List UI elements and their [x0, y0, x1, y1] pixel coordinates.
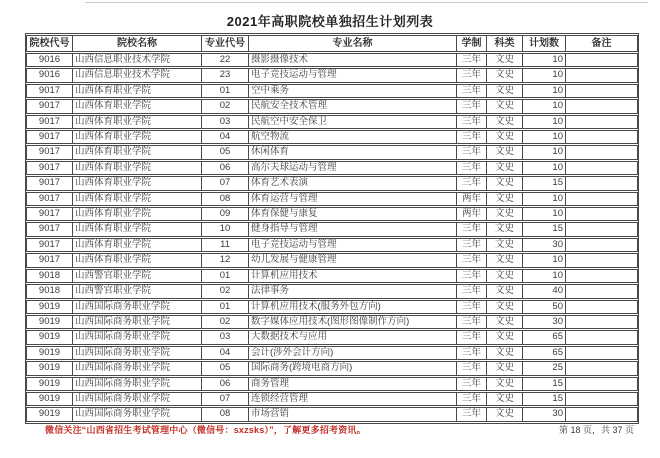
cell-major-code: 23	[201, 68, 248, 82]
cell-plan-count: 10	[522, 84, 565, 98]
cell-remark	[565, 161, 638, 175]
cell-duration: 三年	[456, 176, 486, 190]
table-row	[26, 176, 638, 190]
table-row	[26, 207, 638, 221]
cell-major-name: 商务管理	[248, 377, 456, 391]
table-row	[26, 330, 638, 344]
cell-duration: 两年	[456, 207, 486, 221]
table-row	[26, 300, 638, 314]
cell-duration: 三年	[456, 315, 486, 329]
cell-category: 文史	[486, 53, 522, 67]
cell-category: 文史	[486, 269, 522, 283]
cell-plan-count: 25	[522, 361, 565, 375]
cell-plan-count: 10	[522, 161, 565, 175]
cell-duration: 三年	[456, 238, 486, 252]
table-row	[26, 222, 638, 236]
table-row	[26, 253, 638, 267]
cell-remark	[565, 192, 638, 206]
cell-major-name: 民航安全技术管理	[248, 99, 456, 113]
cell-major-code: 06	[201, 377, 248, 391]
cell-plan-count: 15	[522, 176, 565, 190]
cell-category: 文史	[486, 99, 522, 113]
table-row	[26, 99, 638, 113]
cell-major-name: 体育艺术表演	[248, 176, 456, 190]
cell-plan-count: 15	[522, 392, 565, 406]
cell-category: 文史	[486, 161, 522, 175]
cell-college-code: 9019	[26, 315, 72, 329]
cell-major-code: 04	[201, 346, 248, 360]
table-row	[26, 284, 638, 298]
cell-category: 文史	[486, 392, 522, 406]
cell-college-code: 9017	[26, 115, 72, 129]
cell-major-name: 航空物流	[248, 130, 456, 144]
cell-duration: 三年	[456, 392, 486, 406]
cell-plan-count: 65	[522, 330, 565, 344]
cell-college-code: 9017	[26, 161, 72, 175]
cell-major-code: 02	[201, 284, 248, 298]
cell-major-code: 08	[201, 192, 248, 206]
cell-college-name: 山西体育职业学院	[72, 238, 201, 252]
cell-plan-count: 10	[522, 115, 565, 129]
cell-major-code: 08	[201, 407, 248, 421]
column-header-duration: 学制	[456, 35, 486, 52]
cell-college-code: 9018	[26, 284, 72, 298]
table-row	[26, 361, 638, 375]
column-header-college-code: 院校代号	[26, 35, 72, 52]
cell-college-code: 9017	[26, 222, 72, 236]
cell-major-name: 连锁经营管理	[248, 392, 456, 406]
cell-plan-count: 50	[522, 300, 565, 314]
cell-college-name: 山西体育职业学院	[72, 130, 201, 144]
cell-college-name: 山西体育职业学院	[72, 99, 201, 113]
cell-college-name: 山西国际商务职业学院	[72, 315, 201, 329]
cell-college-code: 9019	[26, 361, 72, 375]
table-row	[26, 84, 638, 98]
cell-college-code: 9016	[26, 68, 72, 82]
cell-college-name: 山西国际商务职业学院	[72, 346, 201, 360]
enrollment-plan-table	[25, 33, 639, 424]
table-row	[26, 377, 638, 391]
cell-duration: 三年	[456, 284, 486, 298]
cell-college-name: 山西体育职业学院	[72, 176, 201, 190]
cell-remark	[565, 361, 638, 375]
column-header-category: 科类	[486, 35, 522, 52]
cell-remark	[565, 377, 638, 391]
cell-college-name: 山西国际商务职业学院	[72, 407, 201, 421]
column-header-major-code: 专业代号	[201, 35, 248, 52]
cell-category: 文史	[486, 253, 522, 267]
table-row	[26, 115, 638, 129]
cell-college-name: 山西体育职业学院	[72, 84, 201, 98]
cell-category: 文史	[486, 361, 522, 375]
cell-major-name: 大数据技术与应用	[248, 330, 456, 344]
cell-major-name: 幼儿发展与健康管理	[248, 253, 456, 267]
cell-remark	[565, 238, 638, 252]
cell-duration: 三年	[456, 161, 486, 175]
cell-college-code: 9016	[26, 53, 72, 67]
cell-college-name: 山西国际商务职业学院	[72, 300, 201, 314]
cell-plan-count: 10	[522, 192, 565, 206]
cell-college-code: 9017	[26, 84, 72, 98]
column-header-plan-count: 计划数	[522, 35, 565, 52]
cell-duration: 三年	[456, 99, 486, 113]
cell-major-name: 市场营销	[248, 407, 456, 421]
table-header-row	[26, 35, 638, 52]
table-row	[26, 392, 638, 406]
cell-college-name: 山西信息职业技术学院	[72, 68, 201, 82]
cell-plan-count: 30	[522, 315, 565, 329]
cell-plan-count: 10	[522, 207, 565, 221]
cell-remark	[565, 130, 638, 144]
cell-duration: 三年	[456, 269, 486, 283]
cell-major-code: 03	[201, 115, 248, 129]
cell-major-code: 07	[201, 176, 248, 190]
cell-college-name: 山西体育职业学院	[72, 222, 201, 236]
cell-remark	[565, 145, 638, 159]
cell-college-code: 9017	[26, 238, 72, 252]
table-body	[26, 53, 638, 422]
cell-category: 文史	[486, 68, 522, 82]
cell-major-name: 休闲体育	[248, 145, 456, 159]
cell-plan-count: 10	[522, 53, 565, 67]
cell-major-code: 02	[201, 99, 248, 113]
cell-plan-count: 10	[522, 253, 565, 267]
table-row	[26, 269, 638, 283]
cell-remark	[565, 284, 638, 298]
cell-duration: 三年	[456, 407, 486, 421]
cell-major-code: 01	[201, 84, 248, 98]
cell-plan-count: 30	[522, 407, 565, 421]
cell-duration: 三年	[456, 68, 486, 82]
cell-major-name: 国际商务(跨境电商方向)	[248, 361, 456, 375]
table-row	[26, 145, 638, 159]
cell-duration: 三年	[456, 115, 486, 129]
cell-major-code: 04	[201, 130, 248, 144]
cell-category: 文史	[486, 115, 522, 129]
page-top-scan-line	[85, 2, 648, 3]
cell-college-code: 9017	[26, 130, 72, 144]
cell-college-code: 9019	[26, 346, 72, 360]
cell-college-name: 山西体育职业学院	[72, 161, 201, 175]
cell-college-name: 山西体育职业学院	[72, 145, 201, 159]
header-row	[26, 35, 638, 52]
cell-category: 文史	[486, 238, 522, 252]
column-header-major-name: 专业名称	[248, 35, 456, 52]
cell-major-code: 12	[201, 253, 248, 267]
cell-major-code: 03	[201, 330, 248, 344]
cell-major-code: 01	[201, 300, 248, 314]
table-row	[26, 192, 638, 206]
cell-plan-count: 65	[522, 346, 565, 360]
cell-major-code: 11	[201, 238, 248, 252]
cell-category: 文史	[486, 207, 522, 221]
cell-college-name: 山西体育职业学院	[72, 192, 201, 206]
cell-plan-count: 10	[522, 145, 565, 159]
cell-college-name: 山西信息职业技术学院	[72, 53, 201, 67]
cell-remark	[565, 176, 638, 190]
table-row	[26, 130, 638, 144]
cell-major-name: 高尔夫球运动与管理	[248, 161, 456, 175]
wechat-notice: 微信关注“山西省招生考试管理中心（微信号：sxzsks）”，了解更多招考资讯。	[45, 425, 366, 435]
cell-plan-count: 10	[522, 269, 565, 283]
cell-college-name: 山西体育职业学院	[72, 207, 201, 221]
cell-major-code: 05	[201, 145, 248, 159]
cell-category: 文史	[486, 284, 522, 298]
cell-college-name: 山西国际商务职业学院	[72, 361, 201, 375]
cell-college-code: 9019	[26, 407, 72, 421]
cell-duration: 三年	[456, 253, 486, 267]
cell-major-code: 22	[201, 53, 248, 67]
cell-category: 文史	[486, 176, 522, 190]
cell-duration: 三年	[456, 330, 486, 344]
cell-remark	[565, 84, 638, 98]
column-header-remark: 备注	[565, 35, 638, 52]
cell-major-name: 电子竞技运动与管理	[248, 68, 456, 82]
cell-remark	[565, 253, 638, 267]
cell-plan-count: 10	[522, 68, 565, 82]
cell-category: 文史	[486, 407, 522, 421]
cell-category: 文史	[486, 315, 522, 329]
cell-category: 文史	[486, 84, 522, 98]
cell-college-name: 山西体育职业学院	[72, 115, 201, 129]
cell-major-name: 法律事务	[248, 284, 456, 298]
cell-category: 文史	[486, 377, 522, 391]
cell-remark	[565, 68, 638, 82]
cell-remark	[565, 222, 638, 236]
table-row	[26, 315, 638, 329]
cell-major-code: 05	[201, 361, 248, 375]
cell-college-code: 9019	[26, 330, 72, 344]
cell-plan-count: 10	[522, 130, 565, 144]
table-row	[26, 53, 638, 67]
page-indicator: 第 18 页，共 37 页	[558, 425, 634, 435]
cell-college-code: 9019	[26, 377, 72, 391]
cell-major-name: 摄影摄像技术	[248, 53, 456, 67]
cell-college-code: 9019	[26, 300, 72, 314]
cell-duration: 三年	[456, 130, 486, 144]
cell-college-name: 山西国际商务职业学院	[72, 392, 201, 406]
cell-college-name: 山西警官职业学院	[72, 269, 201, 283]
cell-category: 文史	[486, 300, 522, 314]
cell-major-code: 07	[201, 392, 248, 406]
cell-duration: 三年	[456, 53, 486, 67]
cell-college-code: 9017	[26, 207, 72, 221]
cell-category: 文史	[486, 130, 522, 144]
cell-major-name: 计算机应用技术	[248, 269, 456, 283]
cell-major-name: 体育运营与管理	[248, 192, 456, 206]
cell-category: 文史	[486, 222, 522, 236]
table-row	[26, 161, 638, 175]
cell-duration: 三年	[456, 222, 486, 236]
cell-major-name: 空中乘务	[248, 84, 456, 98]
cell-category: 文史	[486, 330, 522, 344]
cell-remark	[565, 392, 638, 406]
table-row	[26, 346, 638, 360]
cell-plan-count: 10	[522, 99, 565, 113]
cell-college-code: 9017	[26, 253, 72, 267]
cell-plan-count: 15	[522, 377, 565, 391]
cell-major-name: 健身指导与管理	[248, 222, 456, 236]
cell-college-code: 9017	[26, 192, 72, 206]
cell-remark	[565, 207, 638, 221]
column-header-college-name: 院校名称	[72, 35, 201, 52]
cell-major-name: 电子竞技运动与管理	[248, 238, 456, 252]
cell-plan-count: 40	[522, 284, 565, 298]
cell-college-code: 9018	[26, 269, 72, 283]
page-title: 2021年高职院校单独招生计划列表	[226, 14, 434, 29]
cell-plan-count: 15	[522, 222, 565, 236]
table-row	[26, 238, 638, 252]
cell-college-code: 9017	[26, 99, 72, 113]
cell-duration: 三年	[456, 377, 486, 391]
cell-major-name: 体育保健与康复	[248, 207, 456, 221]
cell-duration: 三年	[456, 346, 486, 360]
cell-college-code: 9019	[26, 392, 72, 406]
cell-duration: 三年	[456, 361, 486, 375]
cell-major-name: 数字媒体应用技术(图形图像制作方向)	[248, 315, 456, 329]
cell-college-code: 9017	[26, 145, 72, 159]
cell-duration: 三年	[456, 145, 486, 159]
cell-remark	[565, 300, 638, 314]
cell-duration: 三年	[456, 84, 486, 98]
cell-remark	[565, 115, 638, 129]
cell-college-name: 山西警官职业学院	[72, 284, 201, 298]
cell-college-name: 山西国际商务职业学院	[72, 330, 201, 344]
table-row	[26, 68, 638, 82]
cell-major-code: 09	[201, 207, 248, 221]
cell-plan-count: 30	[522, 238, 565, 252]
cell-duration: 三年	[456, 300, 486, 314]
cell-duration: 两年	[456, 192, 486, 206]
cell-major-code: 01	[201, 269, 248, 283]
cell-remark	[565, 315, 638, 329]
cell-college-name: 山西国际商务职业学院	[72, 377, 201, 391]
cell-category: 文史	[486, 192, 522, 206]
cell-category: 文史	[486, 346, 522, 360]
cell-major-name: 计算机应用技术(服务外包方向)	[248, 300, 456, 314]
cell-remark	[565, 99, 638, 113]
cell-major-code: 06	[201, 161, 248, 175]
cell-major-name: 会计(涉外会计方向)	[248, 346, 456, 360]
cell-remark	[565, 269, 638, 283]
cell-major-name: 民航空中安全保卫	[248, 115, 456, 129]
cell-major-code: 02	[201, 315, 248, 329]
cell-remark	[565, 330, 638, 344]
cell-major-code: 10	[201, 222, 248, 236]
cell-remark	[565, 53, 638, 67]
table-row	[26, 407, 638, 421]
cell-college-name: 山西体育职业学院	[72, 253, 201, 267]
cell-category: 文史	[486, 145, 522, 159]
cell-remark	[565, 407, 638, 421]
cell-remark	[565, 346, 638, 360]
cell-college-code: 9017	[26, 176, 72, 190]
